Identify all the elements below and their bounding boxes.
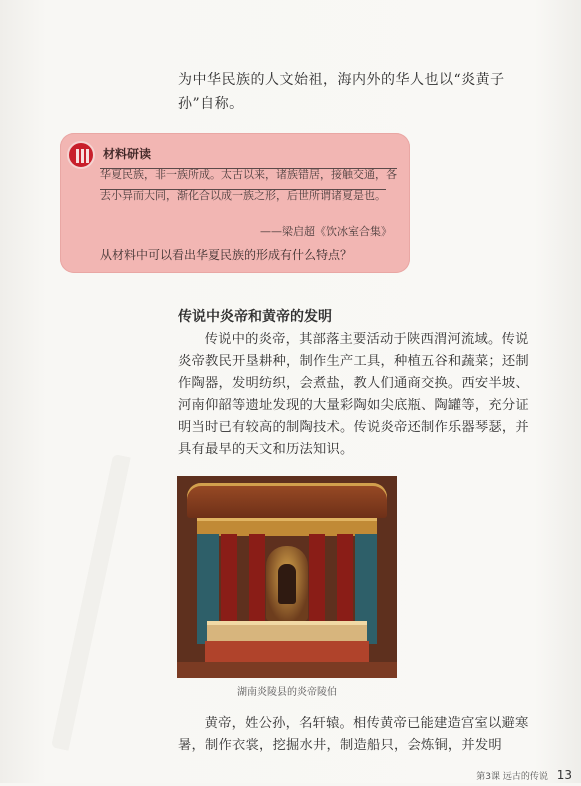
- temple-floor: [177, 662, 397, 678]
- top-paragraph: 为中华民族的人文始祖，海内外的华人也以“炎黄子孙”自称。: [178, 72, 505, 112]
- material-quote: [100, 164, 405, 206]
- temple-photo: [177, 476, 397, 678]
- footer-lesson: 第3课 远古的传说: [476, 772, 548, 782]
- material-quote-text: 华夏民族，非一族所成。太古以来，诸族错居，接触交通，各去小异而大同，渐化合以成一族之形，后世所谓诸夏是也。: [100, 168, 397, 202]
- material-question: 从材料中可以看出华夏民族的形成有什么特点？: [100, 248, 353, 262]
- temple-roof: [187, 483, 387, 518]
- material-study-box: [60, 133, 410, 273]
- section-title: 传说中炎帝和黄帝的发明: [178, 309, 332, 325]
- material-study-title: 材料研读: [103, 147, 152, 161]
- bottom-paragraph: 黄帝，姓公孙，名轩辕。相传黄帝已能建造宫室以避寒暑，制作衣裳，挖掘水井，制造船只，会炼铜，并发明: [178, 716, 529, 753]
- section-paragraph: 传说中的炎帝，其部落主要活动于陕西渭河流域。传说炎帝教民开垦耕种，制作生产工具，种植五谷和蔬菜；还制作陶器，发明纺织，会煮盐，教人们通商交换。西安半坡、河南仰韶等遗址发现的大量彩陶如尖底瓶、陶罐等，充分证明当时已有较高的制陶技术。传说炎帝还制作乐器琴瑟，并具有最早的天文和历法知识。: [178, 332, 529, 457]
- temple-altar-base: [205, 641, 369, 662]
- statue-figure: [278, 564, 296, 604]
- photo-caption: 湖南炎陵县的炎帝陵伯: [237, 687, 337, 698]
- page-number: 13: [556, 768, 572, 782]
- page-footer: [476, 768, 572, 782]
- material-study-icon: [67, 141, 95, 169]
- quote-source: ——梁启超《饮冰室合集》: [260, 225, 392, 238]
